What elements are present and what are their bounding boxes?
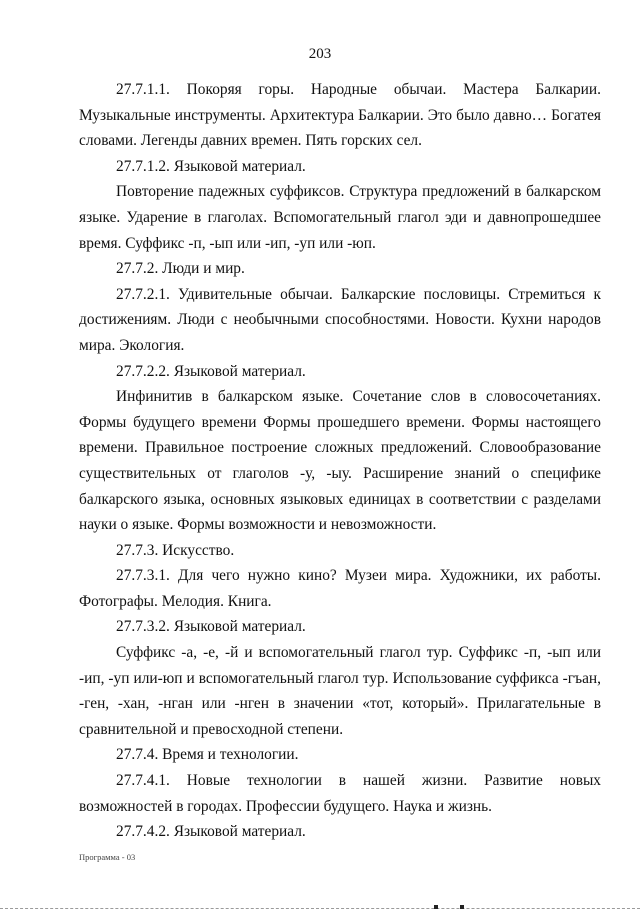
- scan-edge-mark: [434, 905, 438, 909]
- heading-27-7-4: 27.7.4. Время и технологии.: [116, 746, 299, 764]
- paragraph-27-7-3-2: 27.7.3.2. Языковой материал.: [116, 618, 306, 636]
- page-body: [79, 77, 601, 845]
- scan-edge-line: [0, 908, 640, 909]
- paragraph-27-7-2-2-text: Инфинитив в балкарском языке. Сочетание слов в словосочетаниях. Формы будущего времени Формы прошедшего времени. Формы настоящего времени. Правильное построение сложных предложений. Словообразование существительных от глаголов -у, -ыу. Расширение знаний о специфике балкарского языка, основных языковых единицах в соответствии с разделами науки о языке. Формы возможности и невозможности.: [79, 388, 601, 534]
- paragraph-27-7-3-2-text: Суффикс -а, -е, -й и вспомогательный глагол тур. Суффикс -п, -ып или -ип, -уп или-юп и вспомогательный глагол тур. Использование суффикса -гъан, -ген, -хан, -нган или -нген в значении «тот, который». Прилагательные в сравнительной и превосходной степени.: [79, 644, 601, 738]
- paragraph-27-7-1-2-text: Повторение падежных суффиксов. Структура предложений в балкарском языке. Ударение в глаголах. Вспомогательный глагол эди и давнопрошедшее время. Суффикс -п, -ып или -ип, -уп или -юп.: [79, 183, 601, 252]
- scan-edge-mark: [460, 905, 464, 909]
- paragraph-27-7-2-2: 27.7.2.2. Языковой материал.: [116, 362, 306, 380]
- heading-27-7-3: 27.7.3. Искусство.: [116, 541, 235, 559]
- page-number: 203: [308, 46, 332, 62]
- paragraph-27-7-1-2: 27.7.1.2. Языковой материал.: [116, 157, 306, 175]
- page-footer: Программа - 03: [79, 852, 136, 862]
- heading-27-7-2: 27.7.2. Люди и мир.: [116, 260, 245, 278]
- paragraph-27-7-4-2: 27.7.4.2. Языковой материал.: [116, 823, 306, 841]
- paragraph-27-7-1-1: 27.7.1.1. Покоряя горы. Народные обычаи. Мастера Балкарии. Музыкальные инструменты. Архитектура Балкарии. Это было давно… Богатея словами. Легенды давних времен. Пять горских сел.: [79, 81, 601, 150]
- paragraph-27-7-4-1: 27.7.4.1. Новые технологии в нашей жизни. Развитие новых возможностей в городах. Профессии будущего. Наука и жизнь.: [79, 772, 601, 815]
- paragraph-27-7-2-1: 27.7.2.1. Удивительные обычаи. Балкарские пословицы. Стремиться к достижениям. Люди с необычными способностями. Новости. Кухни народов мира. Экология.: [79, 285, 601, 354]
- paragraph-27-7-3-1: 27.7.3.1. Для чего нужно кино? Музеи мира. Художники, их работы. Фотографы. Мелодия. Книга.: [79, 567, 601, 610]
